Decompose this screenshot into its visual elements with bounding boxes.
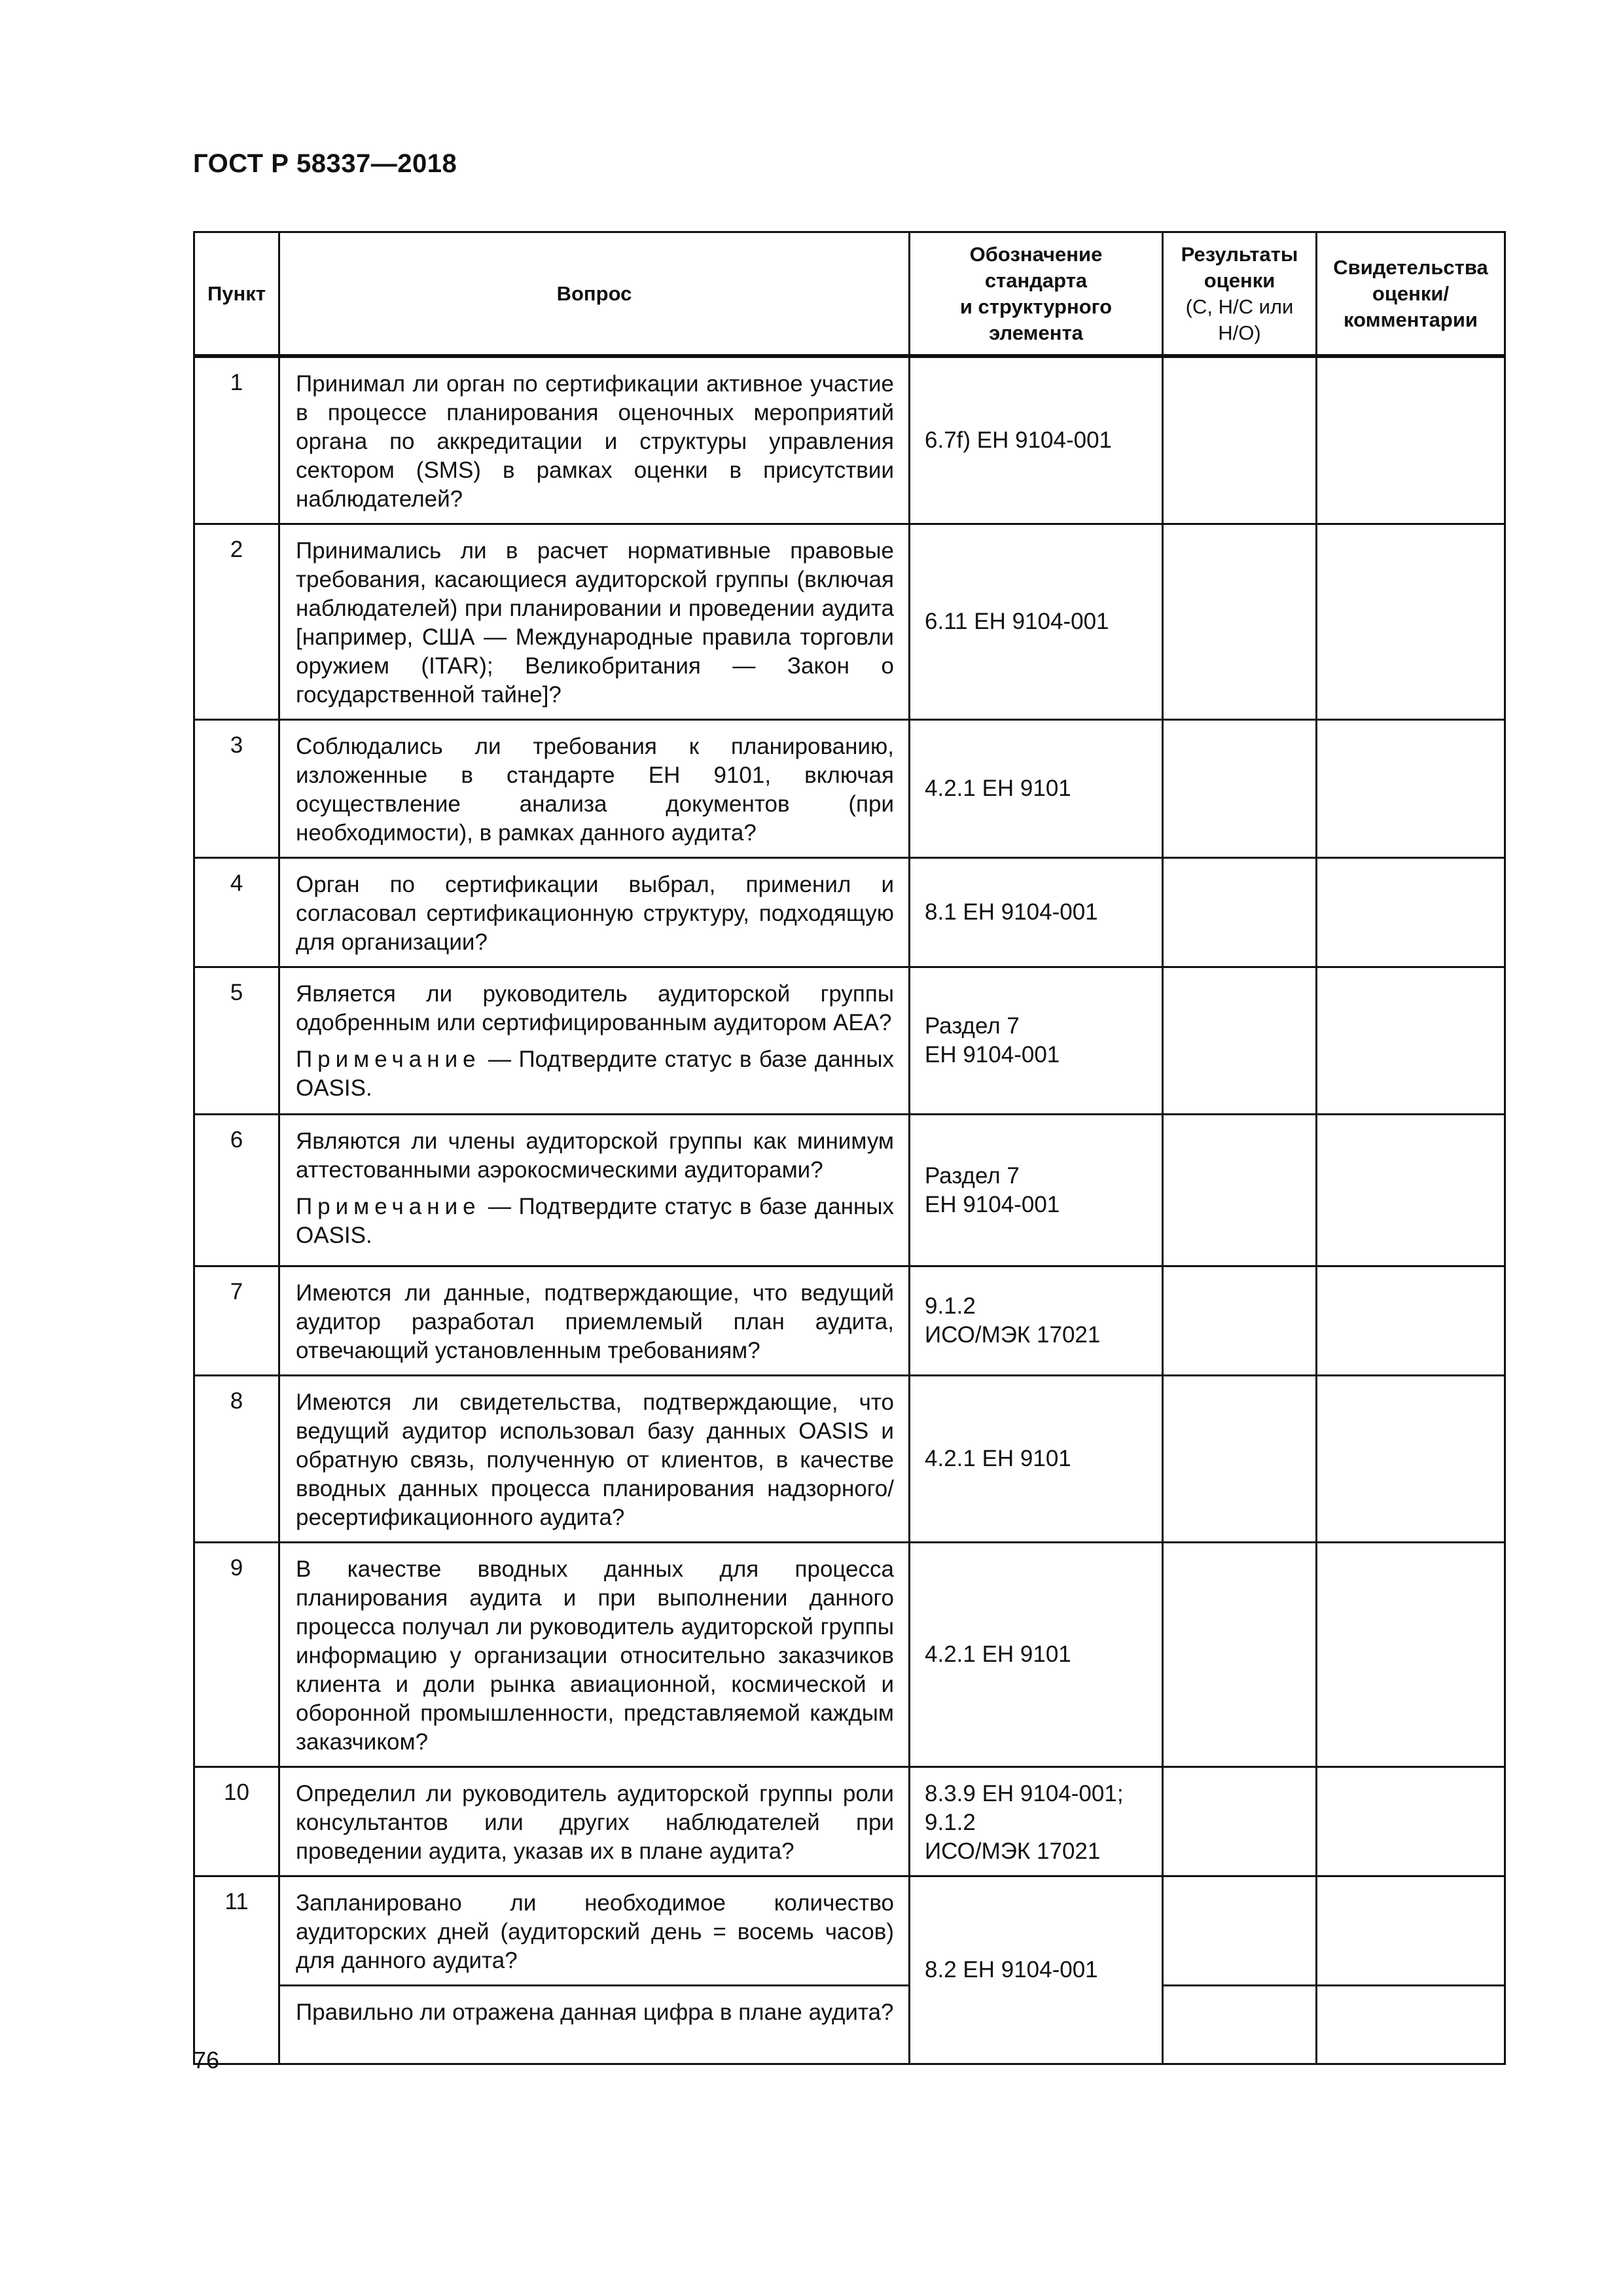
row-question: Имеются ли свидетельства, подтверждающие, что ведущий аудитор использовал базу данных OASIS и обратную связь, полученную от клиентов, в качестве вводных данных процесса планирования надзорного/ресертификационного аудита? — [279, 1376, 910, 1543]
row-reference: 9.1.2 ИСО/МЭК 17021 — [910, 1266, 1163, 1376]
row-number: 4 — [194, 858, 279, 967]
table-row — [194, 1266, 1505, 1376]
evidence-cell[interactable] — [1317, 1767, 1505, 1876]
row-reference: Раздел 7 ЕН 9104-001 — [910, 967, 1163, 1115]
row-number: 6 — [194, 1115, 279, 1266]
column-header-reference: Обозначение стандарта и структурного элемента — [910, 232, 1163, 357]
result-cell[interactable] — [1163, 1376, 1317, 1543]
result-cell[interactable] — [1163, 858, 1317, 967]
column-header-evidence: Свидетельства оценки/ комментарии — [1317, 232, 1505, 357]
evidence-cell[interactable] — [1317, 1876, 1505, 1986]
row-reference: 4.2.1 ЕН 9101 — [910, 1543, 1163, 1767]
row-number: 10 — [194, 1767, 279, 1876]
row-question: Соблюдались ли требования к планированию, изложенные в стандарте ЕН 9101, включая осуществление анализа документов (при необходимости), в рамках данного аудита? — [279, 720, 910, 858]
row-note: Примечание — Подтвердите статус в базе данных OASIS. — [296, 1194, 894, 1248]
row-reference: 8.2 ЕН 9104-001 — [910, 1876, 1163, 2064]
table-row — [194, 356, 1505, 524]
row-number: 8 — [194, 1376, 279, 1543]
row-reference: 8.3.9 ЕН 9104-001; 9.1.2 ИСО/МЭК 17021 — [910, 1767, 1163, 1876]
row-question: Запланировано ли необходимое количество аудиторских дней (аудиторский день = восемь часов) для данного аудита? — [279, 1876, 910, 1986]
evidence-cell[interactable] — [1317, 720, 1505, 858]
document-header: ГОСТ Р 58337—2018 — [193, 149, 457, 178]
column-header-results: Результаты оценки (С, Н/С или Н/О) — [1163, 232, 1317, 357]
result-cell[interactable] — [1163, 1543, 1317, 1767]
evidence-cell[interactable] — [1317, 1266, 1505, 1376]
evidence-cell[interactable] — [1317, 1543, 1505, 1767]
result-cell[interactable] — [1163, 1876, 1317, 1986]
row-question: Принимались ли в расчет нормативные правовые требования, касающиеся аудиторской группы (включая наблюдателей) при планировании и проведении аудита [например, США — Международные правила торговли оружием (ITAR); Великобритания — Закон о государственной тайне]? — [279, 524, 910, 720]
result-cell[interactable] — [1163, 356, 1317, 524]
table-row — [194, 1543, 1505, 1767]
table-row — [194, 858, 1505, 967]
row-reference: Раздел 7 ЕН 9104-001 — [910, 1115, 1163, 1266]
column-header-question: Вопрос — [279, 232, 910, 357]
row-number: 2 — [194, 524, 279, 720]
evidence-cell[interactable] — [1317, 356, 1505, 524]
row-question: Правильно ли отражена данная цифра в плане аудита? — [279, 1986, 910, 2064]
row-number: 3 — [194, 720, 279, 858]
evidence-cell[interactable] — [1317, 1986, 1505, 2064]
table-row — [194, 1876, 1505, 1986]
table-row — [194, 524, 1505, 720]
row-question: В качестве вводных данных для процесса планирования аудита и при выполнении данного процесса получал ли руководитель аудиторской группы информацию у организации относительно заказчиков клиента и доли рынка авиационной, космической и оборонной промышленности, представляемой каждым заказчиком? — [279, 1543, 910, 1767]
evidence-cell[interactable] — [1317, 1115, 1505, 1266]
result-cell[interactable] — [1163, 1115, 1317, 1266]
row-reference: 6.11 ЕН 9104-001 — [910, 524, 1163, 720]
row-question: Является ли руководитель аудиторской группы одобренным или сертифицированным аудитором AEA? Примечание — Подтвердите статус в базе данных OASIS. — [279, 967, 910, 1115]
row-question: Орган по сертификации выбрал, применил и согласовал сертификационную структуру, подходящую для организации? — [279, 858, 910, 967]
row-number: 5 — [194, 967, 279, 1115]
row-reference: 8.1 ЕН 9104-001 — [910, 858, 1163, 967]
table-header-row — [194, 232, 1505, 357]
table-row — [194, 1376, 1505, 1543]
row-question: Имеются ли данные, подтверждающие, что ведущий аудитор разработал приемлемый план аудита, отвечающий установленным требованиям? — [279, 1266, 910, 1376]
row-question: Являются ли члены аудиторской группы как минимум аттестованными аэрокосмическими аудиторами? Примечание — Подтвердите статус в базе данных OASIS. — [279, 1115, 910, 1266]
result-cell[interactable] — [1163, 1767, 1317, 1876]
evidence-cell[interactable] — [1317, 524, 1505, 720]
table-row — [194, 1767, 1505, 1876]
row-number: 11 — [194, 1876, 279, 2064]
row-number: 1 — [194, 356, 279, 524]
page-number: 76 — [193, 2047, 220, 2073]
row-reference: 4.2.1 ЕН 9101 — [910, 720, 1163, 858]
row-reference: 4.2.1 ЕН 9101 — [910, 1376, 1163, 1543]
evidence-cell[interactable] — [1317, 967, 1505, 1115]
row-note: Примечание — Подтвердите статус в базе данных OASIS. — [296, 1047, 894, 1101]
row-number: 7 — [194, 1266, 279, 1376]
assessment-table — [193, 231, 1506, 2065]
table-row — [194, 720, 1505, 858]
row-reference: 6.7f) ЕН 9104-001 — [910, 356, 1163, 524]
row-question: Определил ли руководитель аудиторской группы роли консультантов или других наблюдателей при проведении аудита, указав их в плане аудита? — [279, 1767, 910, 1876]
evidence-cell[interactable] — [1317, 858, 1505, 967]
result-cell[interactable] — [1163, 1986, 1317, 2064]
result-cell[interactable] — [1163, 1266, 1317, 1376]
table-row — [194, 1115, 1505, 1266]
result-cell[interactable] — [1163, 524, 1317, 720]
result-cell[interactable] — [1163, 720, 1317, 858]
row-question: Принимал ли орган по сертификации активное участие в процессе планирования оценочных мероприятий органа по аккредитации и структуры управления сектором (SMS) в рамках оценки в присутствии наблюдателей? — [279, 356, 910, 524]
result-cell[interactable] — [1163, 967, 1317, 1115]
row-number: 9 — [194, 1543, 279, 1767]
table-row — [194, 1986, 1505, 2064]
evidence-cell[interactable] — [1317, 1376, 1505, 1543]
table-row — [194, 967, 1505, 1115]
column-header-item: Пункт — [194, 232, 279, 357]
